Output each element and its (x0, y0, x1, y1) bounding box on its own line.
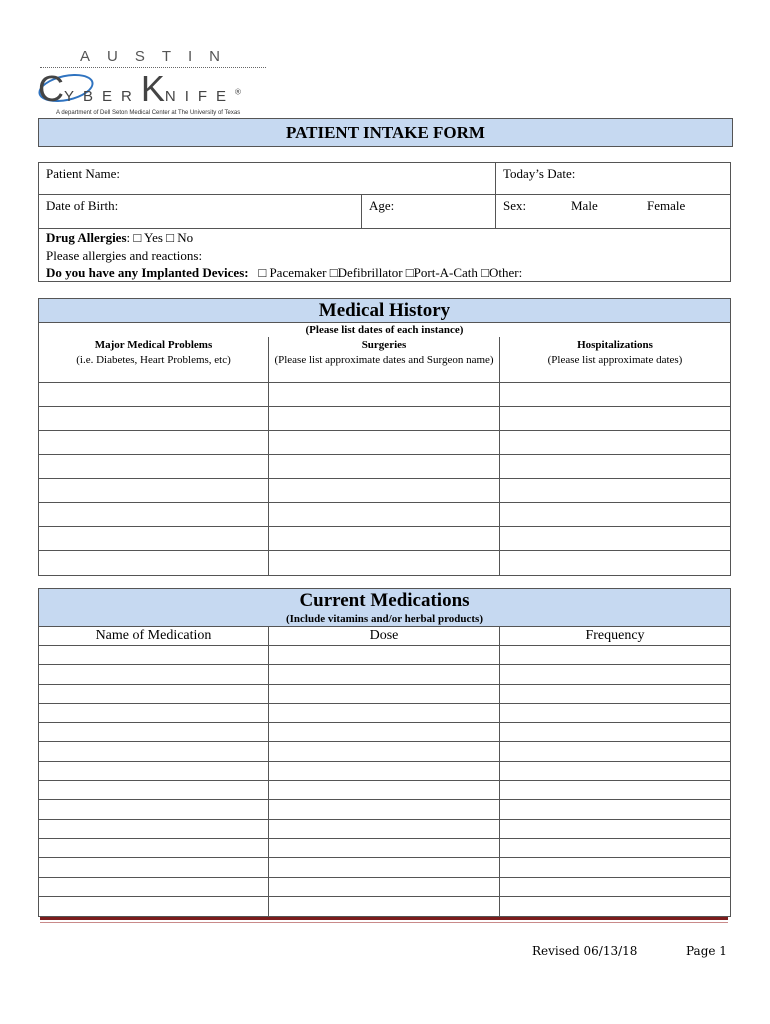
medication-cell[interactable] (269, 665, 500, 684)
medication-cell[interactable] (500, 762, 730, 781)
form-title: PATIENT INTAKE FORM (38, 118, 733, 147)
medication-cell[interactable] (39, 742, 269, 761)
current-medications-subheading: (Include vitamins and/or herbal products) (39, 612, 730, 627)
medical-history-section (38, 298, 731, 576)
medication-cell[interactable] (500, 897, 730, 916)
medication-cell[interactable] (269, 742, 500, 761)
medical-history-cell[interactable] (39, 383, 269, 407)
medications-grid (39, 627, 730, 916)
medication-cell[interactable] (500, 742, 730, 761)
medical-history-heading: Medical History (318, 300, 451, 321)
medication-cell[interactable] (269, 685, 500, 704)
medication-cell[interactable] (269, 646, 500, 665)
medical-history-cell[interactable] (500, 455, 730, 479)
medication-cell[interactable] (39, 858, 269, 877)
age-field[interactable]: Age: (362, 195, 496, 228)
medication-cell[interactable] (269, 800, 500, 819)
medical-history-cell[interactable] (39, 503, 269, 527)
revised-date: Revised 06/13/18 (532, 944, 638, 958)
current-medications-section (38, 588, 731, 917)
medical-history-cell[interactable] (500, 551, 730, 575)
footer-rule-light (40, 922, 728, 923)
col-surgeries: Surgeries (Please list approximate dates and Surgeon name) (269, 337, 500, 383)
medication-cell[interactable] (39, 704, 269, 723)
medication-cell[interactable] (500, 685, 730, 704)
todays-date-field[interactable]: Today’s Date: (503, 166, 576, 181)
medication-cell[interactable] (500, 646, 730, 665)
info-row-allergies (39, 229, 730, 281)
allergies-reactions-line[interactable]: Please allergies and reactions: (46, 247, 203, 263)
medical-history-cell[interactable] (39, 455, 269, 479)
medical-history-cell[interactable] (269, 527, 500, 551)
medical-history-cell[interactable] (39, 479, 269, 503)
medication-cell[interactable] (500, 858, 730, 877)
medical-history-cell[interactable] (269, 383, 500, 407)
drug-allergies-line[interactable]: Drug Allergies: □ Yes □ No (46, 230, 194, 245)
implanted-devices-line[interactable]: Do you have any Implanted Devices: □ Pacemaker □Defibrillator □Port-A-Cath □Other: (46, 265, 523, 280)
medical-history-cell[interactable] (269, 431, 500, 455)
medication-cell[interactable] (500, 723, 730, 742)
medication-cell[interactable] (39, 723, 269, 742)
medication-cell[interactable] (269, 723, 500, 742)
medication-cell[interactable] (500, 820, 730, 839)
medical-history-cell[interactable] (39, 551, 269, 575)
col-hospitalizations: Hospitalizations (Please list approximate dates) (500, 337, 730, 383)
medication-cell[interactable] (500, 800, 730, 819)
medication-cell[interactable] (269, 820, 500, 839)
medication-cell[interactable] (39, 665, 269, 684)
col-frequency: Frequency (500, 627, 730, 646)
medication-cell[interactable] (269, 762, 500, 781)
info-row-name (39, 163, 730, 195)
logo-tagline: A department of Dell Seton Medical Center at The University of Texas (56, 110, 241, 116)
sex-female-option[interactable]: Female (647, 198, 686, 213)
medication-cell[interactable] (269, 781, 500, 800)
patient-name-field[interactable]: Patient Name: (39, 163, 496, 194)
medication-cell[interactable] (269, 858, 500, 877)
logo-cyberknife-text: CYBERKNIFE® (38, 68, 241, 109)
medication-cell[interactable] (39, 800, 269, 819)
sex-male-option[interactable]: Male (571, 198, 598, 213)
medical-history-cell[interactable] (269, 479, 500, 503)
info-row-dob (39, 195, 730, 229)
medication-cell[interactable] (500, 839, 730, 858)
medication-cell[interactable] (39, 781, 269, 800)
medication-cell[interactable] (269, 839, 500, 858)
medical-history-grid (39, 337, 730, 575)
medical-history-cell[interactable] (39, 431, 269, 455)
medical-history-cell[interactable] (39, 527, 269, 551)
medication-cell[interactable] (39, 839, 269, 858)
medication-cell[interactable] (500, 665, 730, 684)
medication-cell[interactable] (39, 762, 269, 781)
medication-cell[interactable] (39, 820, 269, 839)
current-medications-heading: Current Medications (299, 590, 470, 611)
col-name-of-medication: Name of Medication (39, 627, 269, 646)
medication-cell[interactable] (39, 685, 269, 704)
sex-field[interactable]: Sex: Male Female (496, 195, 730, 228)
date-of-birth-field[interactable]: Date of Birth: (39, 195, 362, 228)
medical-history-cell[interactable] (500, 479, 730, 503)
medical-history-cell[interactable] (269, 407, 500, 431)
medical-history-cell[interactable] (500, 431, 730, 455)
medication-cell[interactable] (39, 646, 269, 665)
medication-cell[interactable] (39, 878, 269, 897)
medication-cell[interactable] (269, 878, 500, 897)
page-number: Page 1 (686, 944, 727, 958)
medical-history-cell[interactable] (39, 407, 269, 431)
medical-history-cell[interactable] (500, 527, 730, 551)
medication-cell[interactable] (500, 878, 730, 897)
patient-info-table (38, 162, 731, 282)
medication-cell[interactable] (269, 704, 500, 723)
medical-history-cell[interactable] (500, 383, 730, 407)
medication-cell[interactable] (500, 781, 730, 800)
austin-cyberknife-logo (36, 44, 272, 120)
footer-rule-dark (40, 917, 728, 920)
medication-cell[interactable] (39, 897, 269, 916)
medical-history-cell[interactable] (500, 407, 730, 431)
medication-cell[interactable] (269, 897, 500, 916)
medical-history-cell[interactable] (269, 455, 500, 479)
logo-austin-text: AUSTIN (80, 48, 238, 65)
medical-history-cell[interactable] (269, 503, 500, 527)
col-major-medical-problems: Major Medical Problems (i.e. Diabetes, Heart Problems, etc) (39, 337, 269, 383)
medication-cell[interactable] (500, 704, 730, 723)
medical-history-subheading: (Please list dates of each instance) (39, 323, 730, 337)
medical-history-cell[interactable] (269, 551, 500, 575)
col-dose: Dose (269, 627, 500, 646)
medical-history-cell[interactable] (500, 503, 730, 527)
